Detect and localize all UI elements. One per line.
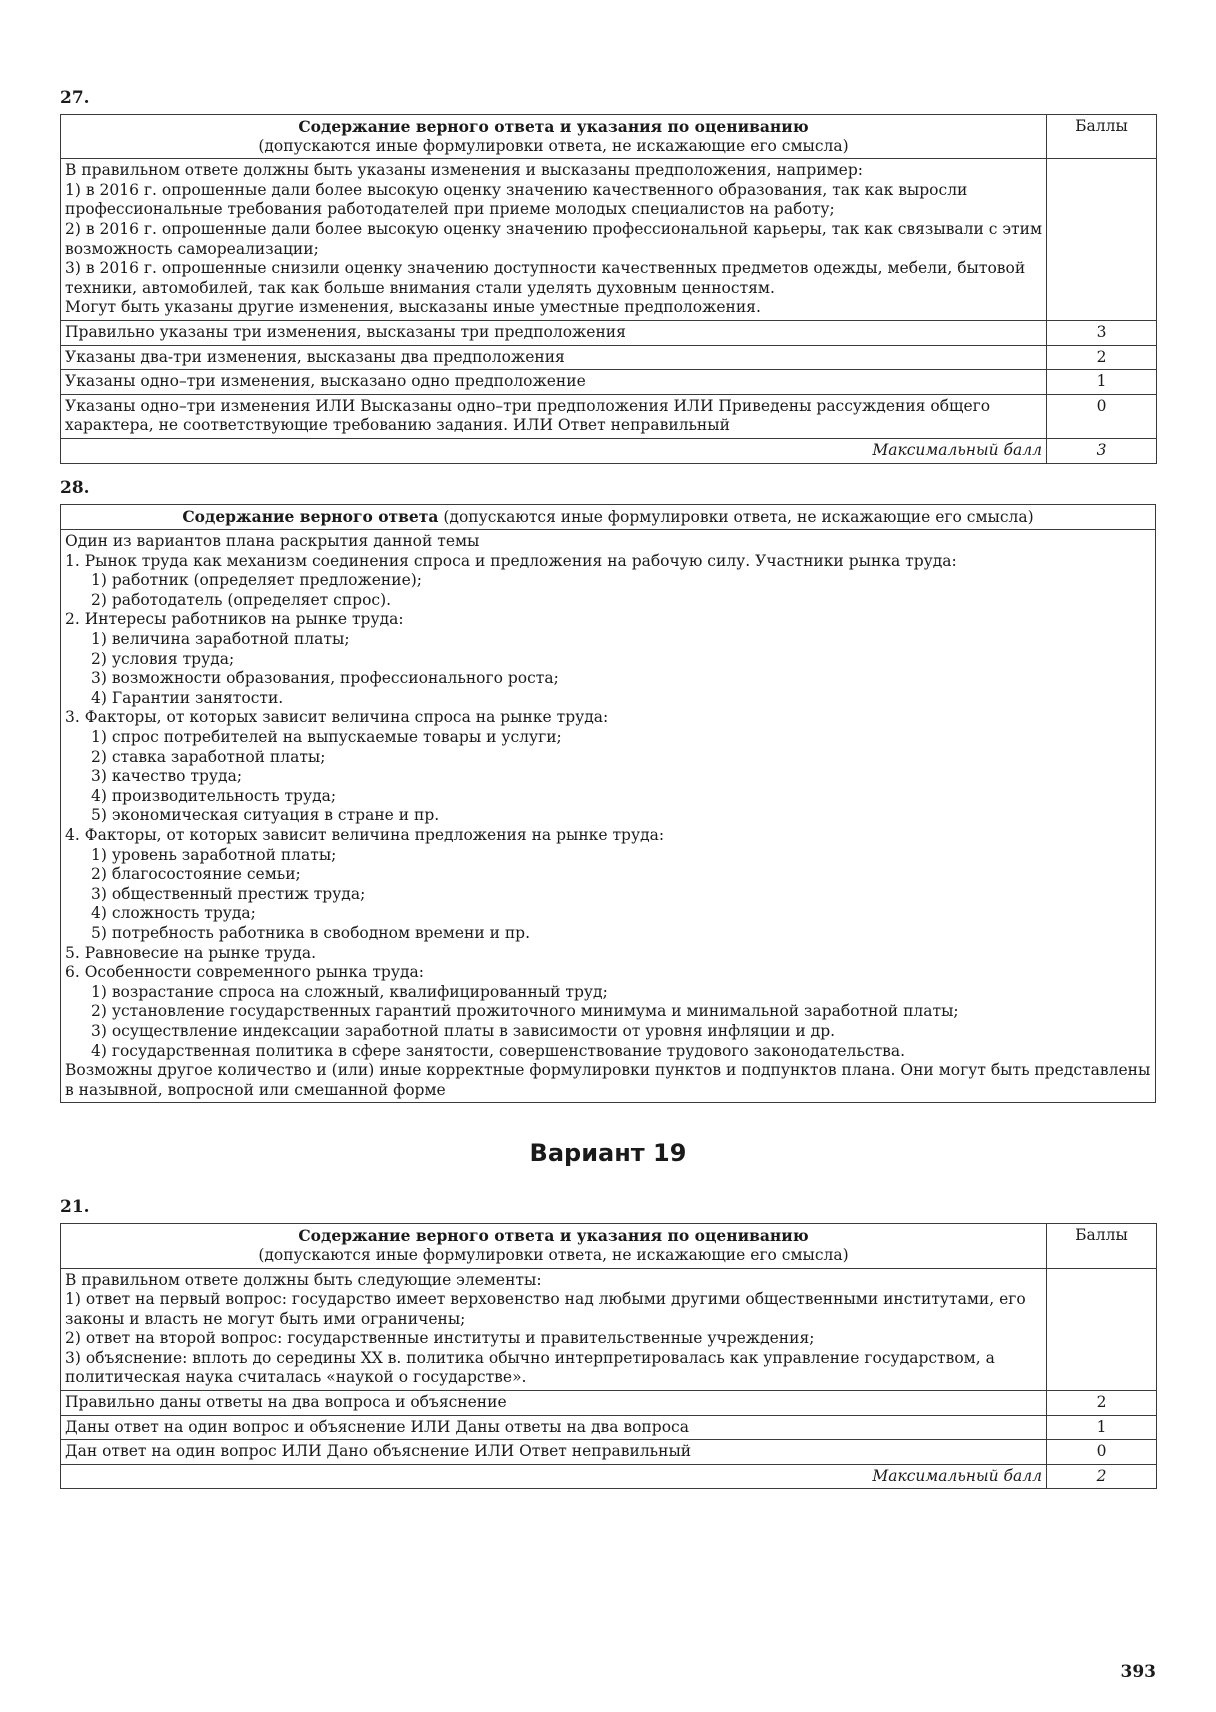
- criterion-text: Указаны одно–три изменения ИЛИ Высказаны одно–три предположения ИЛИ Приведены рассуждения общего характера, не соответствующие требованию задания. ИЛИ Ответ неправильный: [61, 394, 1047, 438]
- plan-line: 5) экономическая ситуация в стране и пр.: [91, 806, 440, 825]
- plan-line: 1) работник (определяет предложение);: [91, 571, 423, 590]
- plan-line: 4) сложность труда;: [91, 904, 256, 923]
- plan-line: 2) установление государственных гарантий прожиточного минимума и минимальной заработной платы;: [91, 1002, 959, 1021]
- criterion-row: [61, 1391, 1157, 1416]
- answer-table-27: [60, 114, 1157, 464]
- plan-line: 3) возможности образования, профессионального роста;: [91, 669, 559, 688]
- plan-line: 4) производительность труда;: [91, 786, 337, 805]
- points-header: Баллы: [1047, 115, 1157, 159]
- content-line: 3) в 2016 г. опрошенные снизили оценку значению доступности качественных предметов одежды, мебели, бытовой техники, автомобилей, так как больше внимания стали уделять духовным ценностям.: [65, 259, 1026, 297]
- content-row: [61, 530, 1156, 1103]
- plan-line: 2) условия труда;: [91, 649, 235, 668]
- content-line: Могут быть указаны другие изменения, высказаны иные уместные предположения.: [65, 298, 761, 317]
- criterion-text: Правильно даны ответы на два вопроса и объяснение: [61, 1391, 1047, 1416]
- answer-table-28: [60, 504, 1156, 1104]
- criterion-points: 0: [1047, 394, 1157, 438]
- plan-line: 2) благосостояние семьи;: [91, 865, 301, 884]
- plan-line: 5. Равновесие на рынке труда.: [65, 943, 316, 962]
- question-number-27: 27.: [60, 88, 90, 108]
- plan-line: 3. Факторы, от которых зависит величина спроса на рынке труда:: [65, 708, 609, 727]
- content-line: 1) ответ на первый вопрос: государство имеет верховенство над любыми другими общественными институтами, его законы и власть не могут быть ими ограничены;: [65, 1290, 1026, 1328]
- criterion-row: [61, 345, 1157, 370]
- plan-line: 1) величина заработной платы;: [91, 630, 350, 649]
- content-line: 3) объяснение: вплоть до середины XX в. политика обычно интерпретировалась как управление государством, а политическая наука считалась «наукой о государстве».: [65, 1348, 995, 1387]
- criterion-row: [61, 394, 1157, 438]
- table-header-row: [61, 115, 1157, 159]
- table-header-row: [61, 1224, 1157, 1268]
- plan-line: 2. Интересы работников на рынке труда:: [65, 610, 404, 629]
- criterion-text: Даны ответ на один вопрос и объяснение ИЛИ Даны ответы на два вопроса: [61, 1415, 1047, 1440]
- criterion-points: 1: [1047, 1415, 1157, 1440]
- content-header: [61, 504, 1156, 530]
- max-score-value: 2: [1047, 1464, 1157, 1489]
- header-note: (допускаются иные формулировки ответа, не искажающие его смысла): [438, 507, 1034, 526]
- header-note: (допускаются иные формулировки ответа, не искажающие его смысла): [258, 1245, 849, 1264]
- answer-content: [61, 1268, 1047, 1391]
- criterion-text: Указаны одно–три изменения, высказано одно предположение: [61, 370, 1047, 395]
- plan-line: 4) государственная политика в сфере занятости, совершенствование трудового законодательства.: [91, 1041, 906, 1060]
- criterion-points: 3: [1047, 320, 1157, 345]
- plan-line: 3) качество труда;: [91, 767, 243, 786]
- plan-line: Возможны другое количество и (или) иные корректные формулировки пунктов и подпунктов плана. Они могут быть представлены в назывной, вопросной или смешанной форме: [65, 1061, 1151, 1099]
- plan-line: 3) общественный престиж труда;: [91, 884, 366, 903]
- plan-content: [61, 530, 1156, 1103]
- plan-line: 4) Гарантии занятости.: [91, 688, 284, 707]
- content-line: 1) в 2016 г. опрошенные дали более высокую оценку значению качественного образования, так как выросли профессиональные требования работодателей при приеме молодых специалистов на работу;: [65, 180, 968, 219]
- criterion-points: 2: [1047, 345, 1157, 370]
- table-header-row: [61, 504, 1156, 530]
- plan-line: Один из вариантов плана раскрытия данной темы: [65, 532, 480, 551]
- plan-line: 5) потребность работника в свободном времени и пр.: [91, 923, 531, 942]
- plan-line: 1) уровень заработной платы;: [91, 845, 337, 864]
- question-number-28: 28.: [60, 477, 90, 498]
- criterion-points: 1: [1047, 370, 1157, 395]
- max-score-row: [61, 438, 1157, 463]
- max-score-label: Максимальный балл: [61, 438, 1047, 463]
- max-score-row: [61, 1464, 1157, 1489]
- max-score-label: Максимальный балл: [61, 1464, 1047, 1489]
- content-row: [61, 1268, 1157, 1391]
- plan-line: 2) работодатель (определяет спрос).: [91, 590, 392, 609]
- criterion-points: 0: [1047, 1440, 1157, 1465]
- content-header: [61, 115, 1047, 159]
- plan-line: 1) возрастание спроса на сложный, квалифицированный труд;: [91, 982, 608, 1001]
- empty-points-cell: [1047, 159, 1157, 321]
- plan-line: 4. Факторы, от которых зависит величина предложения на рынке труда:: [65, 826, 665, 844]
- criterion-row: [61, 370, 1157, 395]
- criterion-text: Дан ответ на один вопрос ИЛИ Дано объяснение ИЛИ Ответ неправильный: [61, 1440, 1047, 1465]
- content-line: В правильном ответе должны быть следующие элементы:: [65, 1270, 542, 1289]
- answer-table-21: [60, 1223, 1157, 1489]
- content-row: [61, 159, 1157, 321]
- header-title: Содержание верного ответа и указания по оцениванию: [298, 117, 809, 136]
- criterion-text: Указаны два-три изменения, высказаны два предположения: [61, 345, 1047, 370]
- empty-points-cell: [1047, 1268, 1157, 1391]
- page-number: 393: [1120, 1662, 1156, 1682]
- max-score-value: 3: [1047, 438, 1157, 463]
- header-title: Содержание верного ответа: [182, 506, 439, 526]
- criterion-points: 2: [1047, 1391, 1157, 1416]
- plan-line: 1. Рынок труда как механизм соединения спроса и предложения на рабочую силу. Участники рынка труда:: [65, 551, 957, 570]
- content-header: [61, 1224, 1047, 1268]
- criterion-row: [61, 1440, 1157, 1465]
- criterion-text: Правильно указаны три изменения, высказаны три предположения: [61, 320, 1047, 345]
- plan-line: 2) ставка заработной платы;: [91, 747, 326, 766]
- criterion-row: [61, 320, 1157, 345]
- page: [60, 88, 1156, 1489]
- header-note: (допускаются иные формулировки ответа, не искажающие его смысла): [258, 136, 849, 155]
- variant-title: Вариант 19: [529, 1139, 687, 1168]
- plan-line: 6. Особенности современного рынка труда:: [65, 963, 424, 982]
- question-number-21: 21.: [60, 1197, 90, 1218]
- plan-line: 3) осуществление индексации заработной платы в зависимости от уровня инфляции и др.: [91, 1021, 836, 1040]
- content-line: 2) в 2016 г. опрошенные дали более высокую оценку значению профессиональной карьеры, так как связывали с этим возможность самореализации;: [65, 219, 1043, 258]
- points-header: Баллы: [1047, 1224, 1157, 1268]
- header-title: Содержание верного ответа и указания по оцениванию: [298, 1226, 809, 1246]
- plan-line: 1) спрос потребителей на выпускаемые товары и услуги;: [91, 728, 562, 747]
- criterion-row: [61, 1415, 1157, 1440]
- content-line: 2) ответ на второй вопрос: государственные институты и правительственные учреждения;: [65, 1329, 815, 1348]
- content-line: В правильном ответе должны быть указаны изменения и высказаны предположения, например:: [65, 161, 863, 180]
- answer-content: [61, 159, 1047, 321]
